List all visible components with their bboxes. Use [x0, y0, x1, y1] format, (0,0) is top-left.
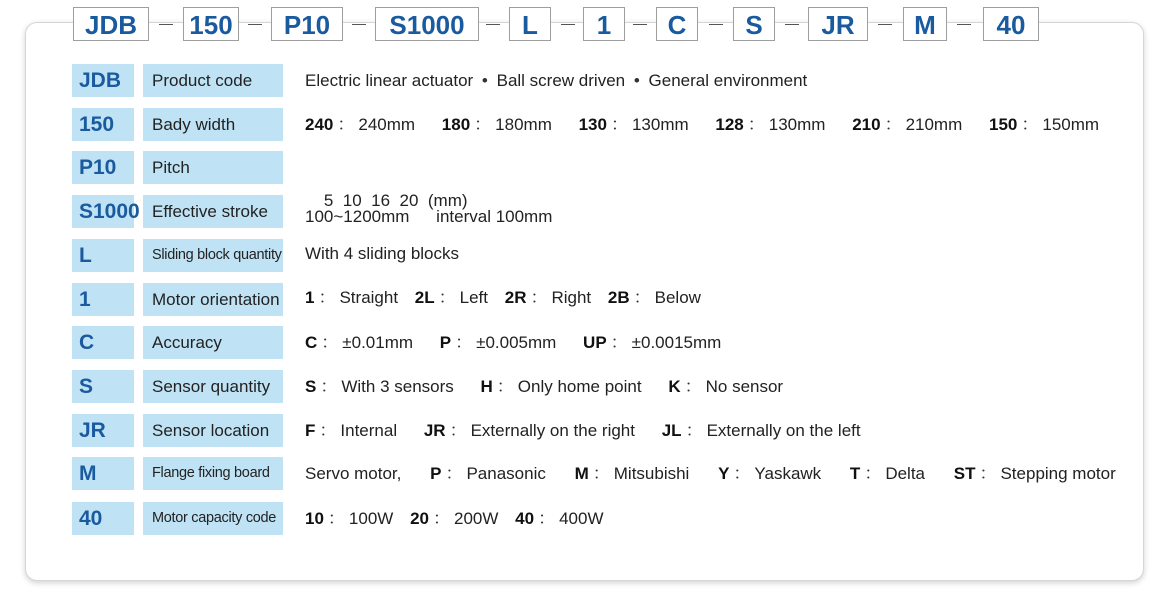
code-segment-c: C [656, 7, 698, 41]
row-label: Motor orientation [143, 283, 283, 316]
separator: ： [449, 421, 467, 440]
option-value: Only home point [517, 377, 642, 396]
option-code: C [305, 333, 318, 352]
option-code: H [480, 377, 493, 396]
option-code: 240 [305, 115, 334, 134]
row-label: Effective stroke [143, 195, 283, 228]
row-key: 40 [72, 502, 134, 535]
option-value: Below [654, 288, 701, 307]
option-code: P [439, 333, 452, 352]
option-value: Stepping motor [1000, 464, 1116, 483]
row-description [305, 200, 552, 233]
option-code: F [305, 421, 316, 440]
separator: ： [318, 288, 336, 307]
option-code: JR [423, 421, 446, 440]
separator: ： [1021, 115, 1039, 134]
code-segment-150: 150 [183, 7, 239, 41]
code-segment-jdb: JDB [73, 7, 149, 41]
code-segment-s1000: S1000 [375, 7, 479, 41]
separator: ： [685, 421, 703, 440]
separator: ： [884, 115, 902, 134]
separator: ： [610, 115, 628, 134]
separator: ： [979, 464, 997, 483]
option-code: T [849, 464, 861, 483]
desc-text: Servo motor, [305, 464, 402, 483]
row-label: Sensor quantity [143, 370, 283, 403]
desc-text: 5 10 16 20 (mm) [323, 191, 468, 210]
option-value: 180mm [495, 115, 552, 134]
row-description [305, 370, 783, 403]
code-dash [561, 24, 575, 25]
row-label: Sensor location [143, 414, 283, 447]
option-code: P [430, 464, 442, 483]
row-key: C [72, 326, 134, 359]
row-label: Accuracy [143, 326, 283, 359]
option-value: Right [551, 288, 592, 307]
code-dash [352, 24, 366, 25]
option-value: Panasonic [466, 464, 546, 483]
code-segment-s: S [733, 7, 775, 41]
option-code: 210 [852, 115, 881, 134]
option-code: 180 [441, 115, 471, 134]
row-description [305, 281, 701, 314]
code-segment-jr: JR [808, 7, 868, 41]
row-description [305, 457, 1116, 490]
desc-text: Ball screw driven [496, 71, 626, 90]
row-label: Flange fixing board [143, 457, 283, 490]
row-label: Pitch [143, 151, 283, 184]
separator: ： [321, 333, 339, 352]
separator: ： [747, 115, 765, 134]
option-code: JL [661, 421, 682, 440]
row-label: Bady width [143, 108, 283, 141]
row-key: 150 [72, 108, 134, 141]
option-value: 400W [559, 509, 604, 528]
separator: ： [592, 464, 610, 483]
row-description [305, 64, 807, 97]
desc-text: With 4 sliding blocks [305, 244, 460, 263]
row-description [305, 237, 459, 270]
option-code: ST [953, 464, 976, 483]
option-value: 240mm [358, 115, 416, 134]
separator: ： [433, 509, 450, 528]
option-value: Straight [339, 288, 399, 307]
option-code: M [574, 464, 589, 483]
option-code: 130 [578, 115, 607, 134]
separator: ： [684, 377, 702, 396]
separator: ： [455, 333, 473, 352]
row-key: P10 [72, 151, 134, 184]
row-key: JDB [72, 64, 134, 97]
code-segment-m: M [903, 7, 947, 41]
row-description [305, 326, 721, 359]
row-description [305, 502, 604, 535]
option-code: UP [583, 333, 607, 352]
separator: ： [538, 509, 556, 528]
separator: ： [445, 464, 463, 483]
row-key: JR [72, 414, 134, 447]
code-segment-1: 1 [583, 7, 625, 41]
code-dash [878, 24, 892, 25]
separator: ： [733, 464, 751, 483]
option-value: Externally on the right [470, 421, 635, 440]
option-code: 10 [305, 509, 324, 528]
option-value: 100W [348, 509, 394, 528]
separator: ： [319, 421, 337, 440]
row-description [305, 414, 861, 447]
separator: ： [438, 288, 456, 307]
code-segment-l: L [509, 7, 551, 41]
row-description [305, 108, 1099, 141]
option-code: 2B [607, 288, 630, 307]
separator: ： [474, 115, 492, 134]
option-code: 2R [504, 288, 527, 307]
option-value: 130mm [768, 115, 826, 134]
code-dash [785, 24, 799, 25]
option-value: ±0.0015mm [631, 333, 722, 352]
code-dash [248, 24, 262, 25]
code-dash [159, 24, 173, 25]
option-code: 1 [305, 288, 315, 307]
separator: ： [496, 377, 514, 396]
option-code: 40 [515, 509, 535, 528]
option-value: ±0.01mm [342, 333, 414, 352]
option-value: 200W [454, 509, 499, 528]
code-dash [633, 24, 647, 25]
option-code: 128 [715, 115, 744, 134]
code-segment-p10: P10 [271, 7, 343, 41]
row-label: Sliding block quantity [143, 239, 283, 272]
row-key: M [72, 457, 134, 490]
separator: ： [337, 115, 355, 134]
code-dash [957, 24, 971, 25]
option-code: 20 [410, 509, 429, 528]
option-value: Internal [340, 421, 398, 440]
row-key: L [72, 239, 134, 272]
option-value: No sensor [705, 377, 784, 396]
row-description [305, 151, 468, 210]
option-value: Delta [885, 464, 925, 483]
row-key: 1 [72, 283, 134, 316]
row-label: Product code [143, 64, 283, 97]
option-code: 150 [988, 115, 1018, 134]
option-value: Externally on the left [706, 421, 861, 440]
bullet: • [481, 71, 488, 90]
option-value: ±0.005mm [476, 333, 557, 352]
code-dash [486, 24, 500, 25]
model-code-bar [0, 4, 1168, 44]
option-value: 210mm [905, 115, 963, 134]
row-key: S [72, 370, 134, 403]
option-value: Mitsubishi [613, 464, 690, 483]
option-value: Left [459, 288, 488, 307]
option-code: Y [718, 464, 730, 483]
desc-text: Electric linear actuator [305, 71, 474, 90]
code-segment-40: 40 [983, 7, 1039, 41]
separator: ： [327, 509, 345, 528]
separator: ： [864, 464, 882, 483]
desc-text: 100~1200mm [305, 207, 410, 226]
option-value: Yaskawk [754, 464, 822, 483]
option-code: K [668, 377, 681, 396]
option-value: 130mm [631, 115, 689, 134]
option-code: 2L [414, 288, 435, 307]
code-dash [709, 24, 723, 25]
option-code: S [305, 377, 317, 396]
desc-text: General environment [648, 71, 808, 90]
row-label: Motor capacity code [143, 502, 283, 535]
desc-text: interval 100mm [436, 207, 553, 226]
option-value: 150mm [1042, 115, 1100, 134]
option-value: With 3 sensors [341, 377, 454, 396]
separator: ： [633, 288, 651, 307]
separator: ： [320, 377, 338, 396]
row-key: S1000 [72, 195, 134, 228]
bullet: • [633, 71, 640, 90]
separator: ： [610, 333, 628, 352]
separator: ： [530, 288, 548, 307]
